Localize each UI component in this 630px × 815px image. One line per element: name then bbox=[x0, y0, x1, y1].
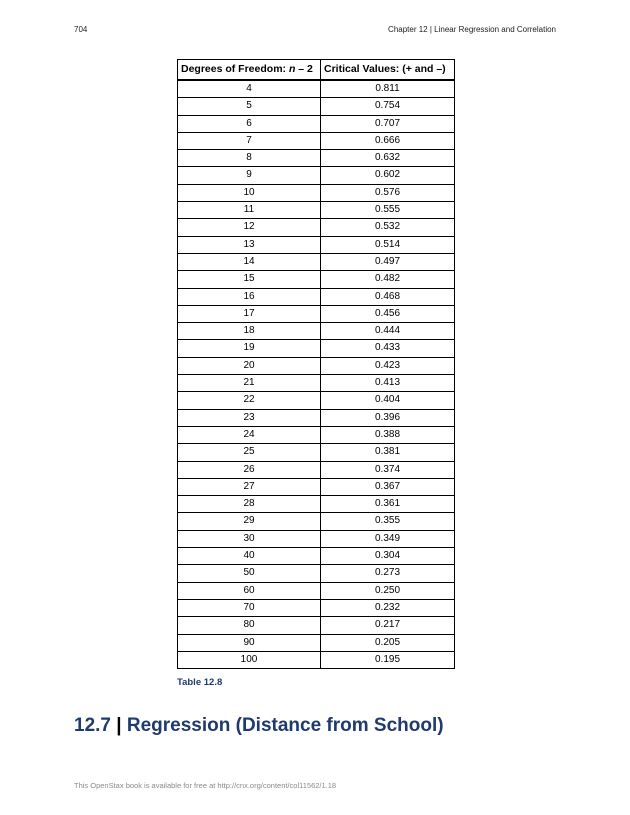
table-row bbox=[178, 167, 455, 184]
critical-value-cell: 0.304 bbox=[321, 548, 455, 565]
degrees-of-freedom-cell: 7 bbox=[178, 132, 321, 149]
degrees-of-freedom-cell: 14 bbox=[178, 253, 321, 270]
degrees-of-freedom-cell: 6 bbox=[178, 115, 321, 132]
degrees-of-freedom-header bbox=[178, 60, 321, 81]
degrees-of-freedom-cell: 70 bbox=[178, 599, 321, 616]
table-row bbox=[178, 565, 455, 582]
degrees-of-freedom-cell: 18 bbox=[178, 323, 321, 340]
degrees-of-freedom-cell: 15 bbox=[178, 271, 321, 288]
critical-value-cell: 0.602 bbox=[321, 167, 455, 184]
df-header-variable: n bbox=[288, 63, 296, 75]
degrees-of-freedom-cell: 9 bbox=[178, 167, 321, 184]
table-row bbox=[178, 375, 455, 392]
degrees-of-freedom-cell: 12 bbox=[178, 219, 321, 236]
degrees-of-freedom-cell: 100 bbox=[178, 651, 321, 668]
table-row bbox=[178, 150, 455, 167]
degrees-of-freedom-cell: 17 bbox=[178, 305, 321, 322]
critical-value-cell: 0.404 bbox=[321, 392, 455, 409]
table-row bbox=[178, 98, 455, 115]
table-row bbox=[178, 582, 455, 599]
running-header: Chapter 12 | Linear Regression and Correlation bbox=[388, 25, 556, 34]
table-row bbox=[178, 219, 455, 236]
table-row bbox=[178, 236, 455, 253]
critical-value-cell: 0.250 bbox=[321, 582, 455, 599]
critical-value-cell: 0.754 bbox=[321, 98, 455, 115]
table-row bbox=[178, 426, 455, 443]
degrees-of-freedom-cell: 13 bbox=[178, 236, 321, 253]
section-number: 12.7 bbox=[74, 715, 111, 736]
degrees-of-freedom-cell: 20 bbox=[178, 357, 321, 374]
critical-value-cell: 0.361 bbox=[321, 496, 455, 513]
degrees-of-freedom-cell: 40 bbox=[178, 548, 321, 565]
degrees-of-freedom-cell: 26 bbox=[178, 461, 321, 478]
degrees-of-freedom-cell: 21 bbox=[178, 375, 321, 392]
critical-value-cell: 0.666 bbox=[321, 132, 455, 149]
degrees-of-freedom-cell: 30 bbox=[178, 530, 321, 547]
table-row bbox=[178, 530, 455, 547]
section-heading bbox=[74, 715, 444, 737]
table-row bbox=[178, 253, 455, 270]
critical-value-cell: 0.456 bbox=[321, 305, 455, 322]
critical-value-cell: 0.532 bbox=[321, 219, 455, 236]
critical-value-cell: 0.632 bbox=[321, 150, 455, 167]
table-row bbox=[178, 340, 455, 357]
table-row bbox=[178, 392, 455, 409]
footer-note: This OpenStax book is available for free at http://cnx.org/content/col11562/1.18 bbox=[74, 781, 337, 790]
table-row bbox=[178, 357, 455, 374]
table-row bbox=[178, 478, 455, 495]
table-row bbox=[178, 617, 455, 634]
critical-value-cell: 0.811 bbox=[321, 80, 455, 98]
degrees-of-freedom-cell: 22 bbox=[178, 392, 321, 409]
degrees-of-freedom-cell: 27 bbox=[178, 478, 321, 495]
critical-value-cell: 0.468 bbox=[321, 288, 455, 305]
degrees-of-freedom-cell: 50 bbox=[178, 565, 321, 582]
table-row bbox=[178, 323, 455, 340]
table-caption: Table 12.8 bbox=[177, 677, 223, 688]
table-row bbox=[178, 409, 455, 426]
critical-value-cell: 0.497 bbox=[321, 253, 455, 270]
critical-value-cell: 0.413 bbox=[321, 375, 455, 392]
critical-values-header: Critical Values: (+ and –) bbox=[321, 60, 455, 81]
critical-value-cell: 0.367 bbox=[321, 478, 455, 495]
degrees-of-freedom-cell: 5 bbox=[178, 98, 321, 115]
critical-value-cell: 0.381 bbox=[321, 444, 455, 461]
degrees-of-freedom-cell: 24 bbox=[178, 426, 321, 443]
critical-value-cell: 0.205 bbox=[321, 634, 455, 651]
table-row bbox=[178, 288, 455, 305]
table-row bbox=[178, 461, 455, 478]
section-title: Regression (Distance from School) bbox=[126, 715, 444, 736]
degrees-of-freedom-cell: 25 bbox=[178, 444, 321, 461]
critical-value-cell: 0.433 bbox=[321, 340, 455, 357]
degrees-of-freedom-cell: 60 bbox=[178, 582, 321, 599]
page-number: 704 bbox=[74, 25, 88, 34]
table-row bbox=[178, 132, 455, 149]
table-row bbox=[178, 184, 455, 201]
df-header-suffix: – 2 bbox=[295, 63, 313, 75]
degrees-of-freedom-cell: 4 bbox=[178, 80, 321, 98]
critical-value-cell: 0.273 bbox=[321, 565, 455, 582]
critical-value-cell: 0.374 bbox=[321, 461, 455, 478]
degrees-of-freedom-cell: 23 bbox=[178, 409, 321, 426]
degrees-of-freedom-cell: 29 bbox=[178, 513, 321, 530]
table-row bbox=[178, 444, 455, 461]
degrees-of-freedom-cell: 11 bbox=[178, 202, 321, 219]
critical-value-cell: 0.707 bbox=[321, 115, 455, 132]
critical-value-cell: 0.232 bbox=[321, 599, 455, 616]
critical-value-cell: 0.444 bbox=[321, 323, 455, 340]
table-row bbox=[178, 634, 455, 651]
critical-value-cell: 0.349 bbox=[321, 530, 455, 547]
degrees-of-freedom-cell: 16 bbox=[178, 288, 321, 305]
degrees-of-freedom-cell: 10 bbox=[178, 184, 321, 201]
critical-value-cell: 0.195 bbox=[321, 651, 455, 668]
critical-value-cell: 0.423 bbox=[321, 357, 455, 374]
degrees-of-freedom-cell: 90 bbox=[178, 634, 321, 651]
degrees-of-freedom-cell: 8 bbox=[178, 150, 321, 167]
section-separator: | bbox=[110, 715, 127, 736]
critical-values-table-container bbox=[177, 59, 454, 669]
critical-value-cell: 0.355 bbox=[321, 513, 455, 530]
critical-value-cell: 0.555 bbox=[321, 202, 455, 219]
degrees-of-freedom-cell: 80 bbox=[178, 617, 321, 634]
degrees-of-freedom-cell: 28 bbox=[178, 496, 321, 513]
critical-value-cell: 0.217 bbox=[321, 617, 455, 634]
degrees-of-freedom-cell: 19 bbox=[178, 340, 321, 357]
table-row bbox=[178, 548, 455, 565]
df-header-prefix: Degrees of Freedom: bbox=[181, 63, 289, 75]
table-body bbox=[178, 80, 455, 669]
table-header-row bbox=[178, 60, 455, 81]
table-row bbox=[178, 115, 455, 132]
table-row bbox=[178, 271, 455, 288]
table-row bbox=[178, 651, 455, 668]
table-row bbox=[178, 202, 455, 219]
critical-value-cell: 0.396 bbox=[321, 409, 455, 426]
table-row bbox=[178, 513, 455, 530]
table-row bbox=[178, 496, 455, 513]
critical-values-table bbox=[177, 59, 455, 669]
table-row bbox=[178, 305, 455, 322]
table-row bbox=[178, 80, 455, 98]
critical-value-cell: 0.388 bbox=[321, 426, 455, 443]
critical-value-cell: 0.514 bbox=[321, 236, 455, 253]
critical-value-cell: 0.482 bbox=[321, 271, 455, 288]
table-row bbox=[178, 599, 455, 616]
critical-value-cell: 0.576 bbox=[321, 184, 455, 201]
